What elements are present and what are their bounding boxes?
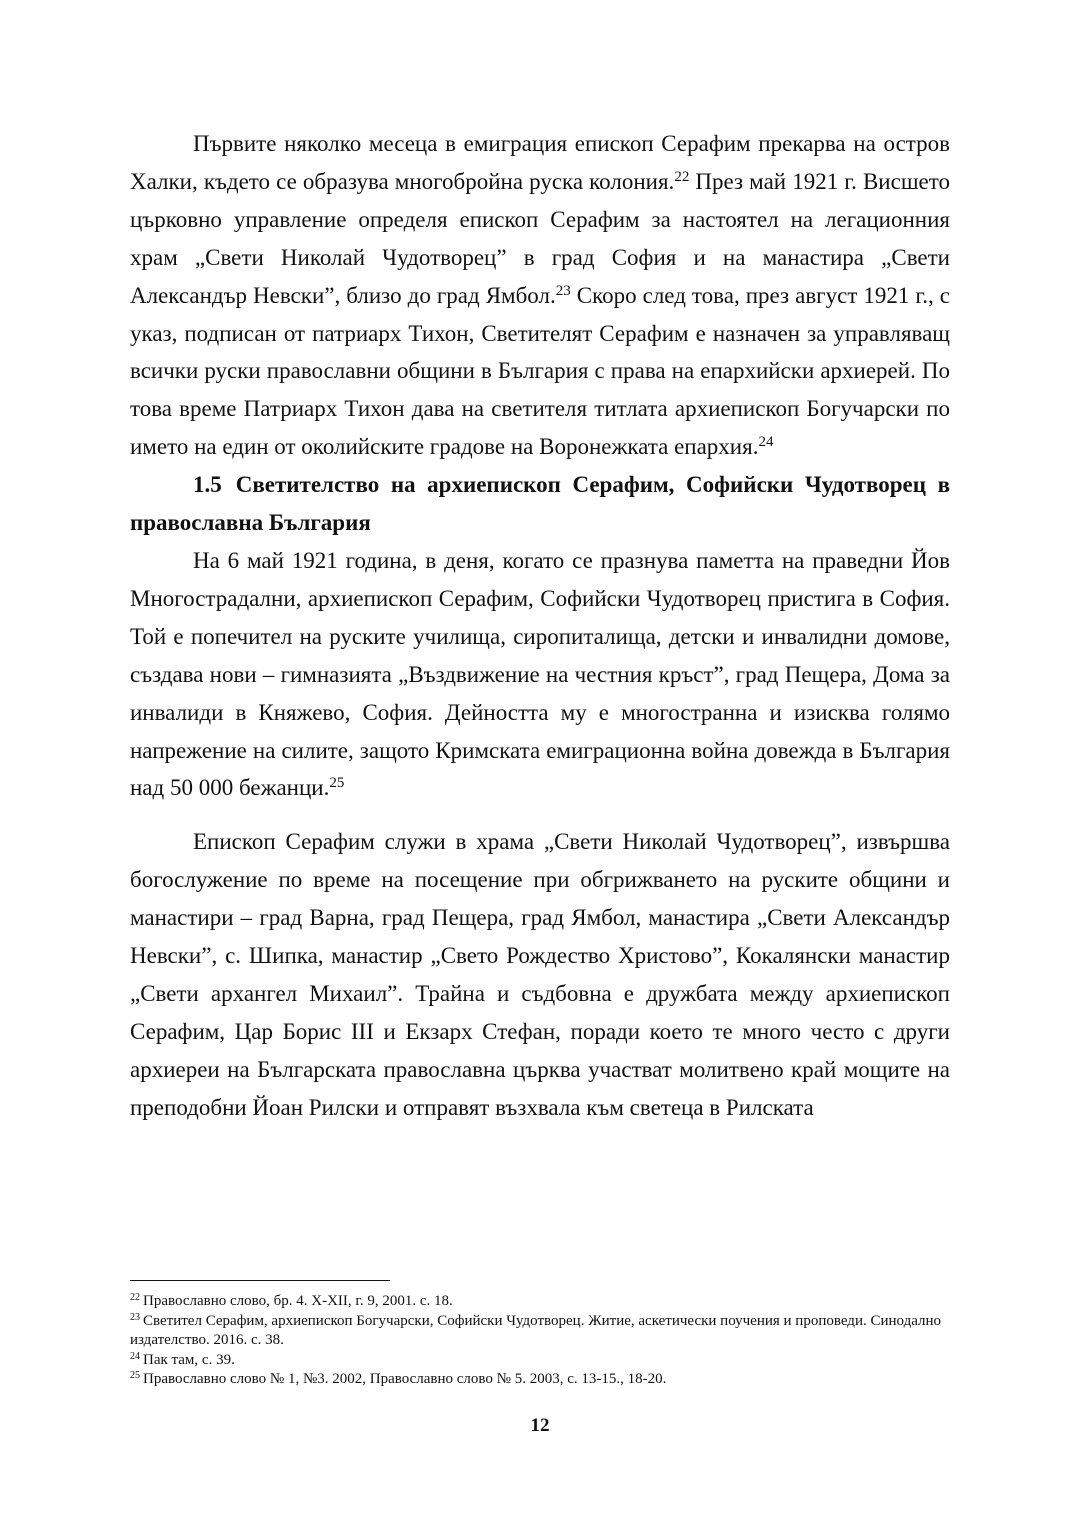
section-heading: [130, 466, 950, 542]
section-number: 1.5: [193, 472, 222, 498]
footnotes: [130, 1292, 950, 1390]
body-text: [130, 125, 950, 1127]
footnote-separator: [130, 1280, 390, 1281]
page-number: 12: [530, 1415, 550, 1436]
footnote-ref-24[interactable]: 24: [758, 434, 774, 451]
paragraph-spacer: [130, 807, 950, 823]
footnote-ref-22[interactable]: 22: [674, 168, 690, 185]
footnote-ref-25[interactable]: 25: [329, 775, 345, 792]
footnote-ref-23[interactable]: 23: [555, 282, 571, 299]
section-title: Светителство на архиепископ Серафим, Софийски Чудотворец в православна България: [130, 472, 950, 536]
footnote-23: $^{23}$ Светител Серафим, архиепископ Богучарски, Софийски Чудотворец. Житие, аскетически поучения и проповеди. Синодално издателство. 2016. с. 38.: [130, 1311, 942, 1348]
paragraph-1: Първите няколко месеца в емиграция епископ Серафим прекарва на остров Халки, където се образува многобройна руска колония.$^{22}$ През май 1921 г. Висшето църковно управление определя епископ Серафим за настоятел на легационния храм „Свети Николай Чудотворец” в град София и на манастира „Свети Александър Невски”, близо до град Ямбол.$^{23}$ Скоро след това, през август 1921 г., с указ, подписан от патриарх Тихон, Светителят Серафим е назначен за управляващ всички руски православни общини в България с права на епархийски архиерей. По това време Патриарх Тихон дава на светителя титлата архиепископ Богучарски по името на един от околийските градове на Воронежката епархия.$^{24}$: [130, 131, 950, 460]
footnote-24: $^{24}$ Пак там, с. 39.: [130, 1350, 235, 1368]
footnote-25: $^{25}$ Православно слово № 1, №3. 2002, Православно слово № 5. 2003, с. 13-15., 18-20.: [130, 1370, 667, 1387]
footnote-22: $^{22}$ Православно слово, бр. 4. X-XII, г. 9, 2001. с. 18.: [130, 1292, 453, 1309]
paragraph-2: На 6 май 1921 година, в деня, когато се празнува паметта на праведни Йов Многострадални, архиепископ Серафим, Софийски Чудотворец пристига в София. Той е попечител на руските училища, сиропиталища, детски и инвалидни домове, създава нови – гимназията „Въздвижение на честния кръст”, град Пещера, Дома за инвалиди в Княжево, София. Дейността му е многостранна и изисква голямо напрежение на силите, защото Кримската емиграционна война довежда в България над 50 000 бежанци.$^{25}$: [130, 547, 950, 801]
paragraph-3: Епископ Серафим служи в храма „Свети Николай Чудотворец”, извършва богослужение по време на посещение при обгрижването на руските общини и манастири – град Варна, град Пещера, град Ямбол, манастира „Свети Александър Невски”, с. Шипка, манастир „Свето Рождество Христово”, Кокалянски манастир „Свети архангел Михаил”. Трайна и съдбовна е дружбата между архиепископ Серафим, Цар Борис III и Екзарх Стефан, поради което те много често с други архиереи на Българската православна църква участват молитвено край мощите на преподобни Йоан Рилски и отправят възхвала към светеца в Рилската: [130, 829, 950, 1120]
